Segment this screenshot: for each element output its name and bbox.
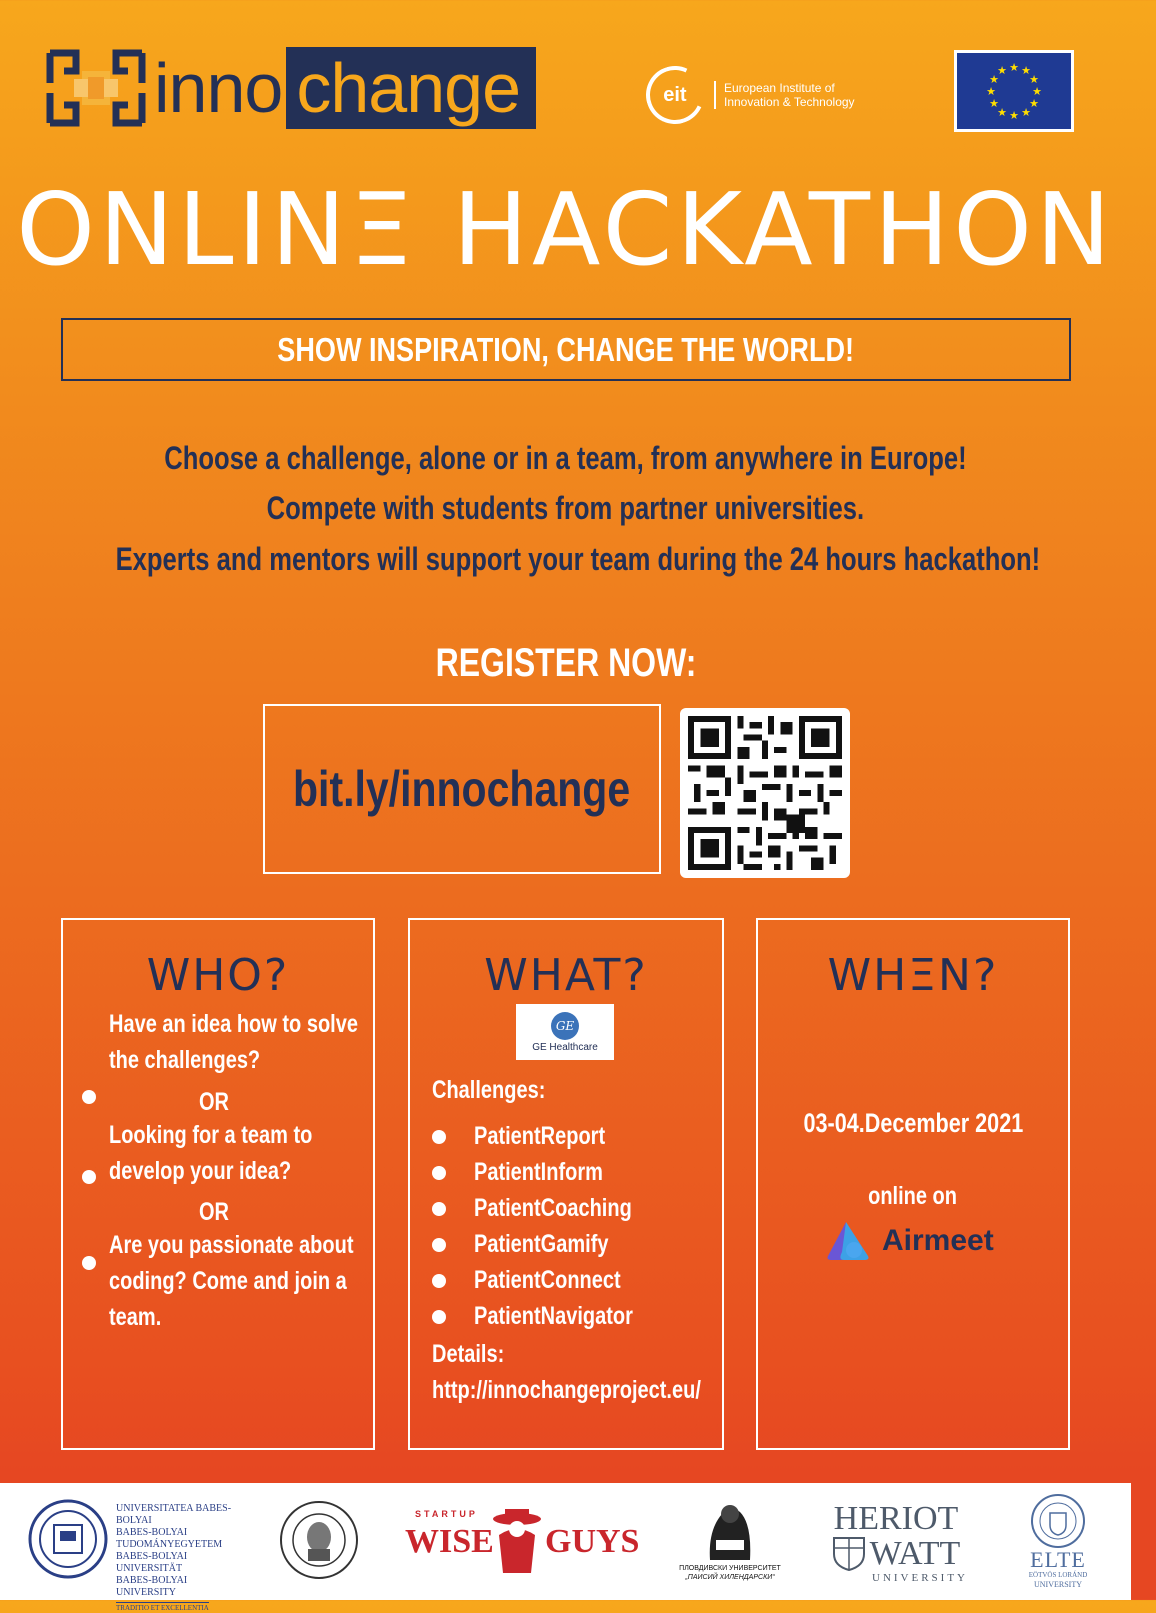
- svg-text:★: ★: [1021, 106, 1031, 119]
- svg-text:★: ★: [1032, 85, 1042, 98]
- slogan-box: [61, 318, 1071, 381]
- bullet-icon: [432, 1238, 446, 1252]
- register-link-box[interactable]: [263, 704, 661, 874]
- eu-flag-icon: [954, 50, 1074, 132]
- bullet-icon: [82, 1256, 96, 1270]
- who-line-4: develop your idea?: [109, 1157, 292, 1185]
- challenge-item: PatientConnect: [474, 1266, 621, 1294]
- ubb-text: UNIVERSITATEA BABES-BOLYAI BABES-BOLYAI TUDOMÁNYEGYETEM BABES-BOLYAI UNIVERSITÄT BABES-BOLYAI UNIVERSITY TRADITIO ET EXCELLENTIA: [116, 1503, 232, 1612]
- logo-change-box: [286, 47, 536, 129]
- innochange-mark-icon: [46, 49, 146, 127]
- register-link[interactable]: bit.ly/innochange: [293, 761, 631, 817]
- qr-code-icon[interactable]: [680, 708, 850, 878]
- airmeet-icon: [824, 1220, 872, 1262]
- innochange-logo: [46, 47, 554, 129]
- logo-word-change: change: [296, 49, 520, 127]
- or-label: OR: [199, 1088, 229, 1116]
- elte-seal-icon: [1030, 1493, 1086, 1549]
- svg-text:★: ★: [1029, 73, 1039, 86]
- who-line-7: team.: [109, 1303, 162, 1331]
- svg-text:★: ★: [986, 85, 996, 98]
- event-date: 03-04.December 2021: [803, 1108, 1023, 1138]
- svg-text:★: ★: [1021, 64, 1031, 77]
- eit-ring-icon: eit: [638, 58, 712, 132]
- challenges-label: Challenges:: [432, 1076, 546, 1104]
- who-line-3: Looking for a team to: [109, 1121, 313, 1149]
- ge-mark-icon: GE: [551, 1012, 579, 1040]
- who-title: WHO?: [146, 950, 290, 1001]
- airmeet-name: Airmeet: [882, 1224, 994, 1257]
- svg-text:★: ★: [1009, 61, 1019, 74]
- eit-line-2: Innovation & Technology: [724, 95, 855, 109]
- plovdiv-figure-icon: [700, 1500, 760, 1562]
- bullet-icon: [82, 1170, 96, 1184]
- intro-line-3: Experts and mentors will support your team during the 24 hours hackathon!: [115, 541, 1041, 577]
- intro-line-2: Compete with students from partner universities.: [266, 490, 865, 526]
- when-card: [756, 918, 1070, 1450]
- main-title: ONLINΞ HACKATHON: [16, 171, 1115, 288]
- challenge-item: PatientReport: [474, 1122, 606, 1150]
- ge-name: GE Healthcare: [532, 1041, 598, 1053]
- details-label: Details:: [432, 1340, 505, 1368]
- challenge-item: PatientCoaching: [474, 1194, 632, 1222]
- bullet-icon: [432, 1274, 446, 1288]
- challenge-item: PatientGamify: [474, 1230, 609, 1258]
- svg-text:★: ★: [1009, 109, 1019, 122]
- svg-text:★: ★: [989, 97, 999, 110]
- plovdiv-logo: ПЛОВДИВСКИ УНИВЕРСИТЕТ „ПАИСИЙ ХИЛЕНДАРСКИ“: [674, 1491, 786, 1591]
- who-line-1: Have an idea how to solve: [109, 1010, 358, 1038]
- wiseguys-logo: STARTUP WISE GUYS: [405, 1501, 625, 1579]
- eit-logo: [646, 66, 894, 124]
- who-line-2: the challenges?: [109, 1046, 261, 1074]
- heriot-watt-shield-icon: [832, 1536, 866, 1572]
- bullet-icon: [82, 1090, 96, 1104]
- bullet-icon: [432, 1310, 446, 1324]
- bullet-icon: [432, 1202, 446, 1216]
- challenge-item: PatientInform: [474, 1158, 603, 1186]
- ge-healthcare-logo: [516, 1004, 614, 1060]
- challenge-item: PatientNavigator: [474, 1302, 633, 1330]
- bullet-icon: [432, 1130, 446, 1144]
- or-label: OR: [199, 1198, 229, 1226]
- what-card: [408, 918, 724, 1450]
- ubb-seal-icon: [28, 1493, 108, 1585]
- who-line-5: Are you passionate about: [109, 1231, 354, 1259]
- when-title: WHΞN?: [827, 950, 999, 1001]
- svg-text:★: ★: [1029, 97, 1039, 110]
- svg-text:★: ★: [997, 64, 1007, 77]
- register-label: REGISTER NOW:: [435, 641, 696, 685]
- who-line-6: coding? Come and join a: [109, 1267, 347, 1295]
- eit-line-1: European Institute of: [724, 81, 835, 95]
- what-title: WHAT?: [484, 950, 648, 1001]
- intro-line-1: Choose a challenge, alone or in a team, from anywhere in Europe!: [164, 440, 967, 476]
- safarik-seal-icon: [278, 1495, 360, 1585]
- wiseguys-figure-icon: [491, 1505, 543, 1575]
- airmeet-logo: [824, 1220, 994, 1262]
- svg-text:★: ★: [989, 73, 999, 86]
- details-url[interactable]: http://innochangeproject.eu/: [432, 1376, 701, 1404]
- bullet-icon: [432, 1166, 446, 1180]
- heriot-watt-logo: HERIOT WATT UNIVERSITY: [833, 1500, 968, 1584]
- slogan: SHOW INSPIRATION, CHANGE THE WORLD!: [277, 330, 855, 368]
- partners-strip: [0, 1483, 1131, 1612]
- elte-logo: ELTE EÖTVÖS LORÁND UNIVERSITY: [1018, 1485, 1098, 1597]
- who-card: [61, 918, 375, 1450]
- svg-text:★: ★: [997, 106, 1007, 119]
- logo-word-inno: inno: [154, 49, 283, 127]
- online-label: online on: [868, 1182, 958, 1210]
